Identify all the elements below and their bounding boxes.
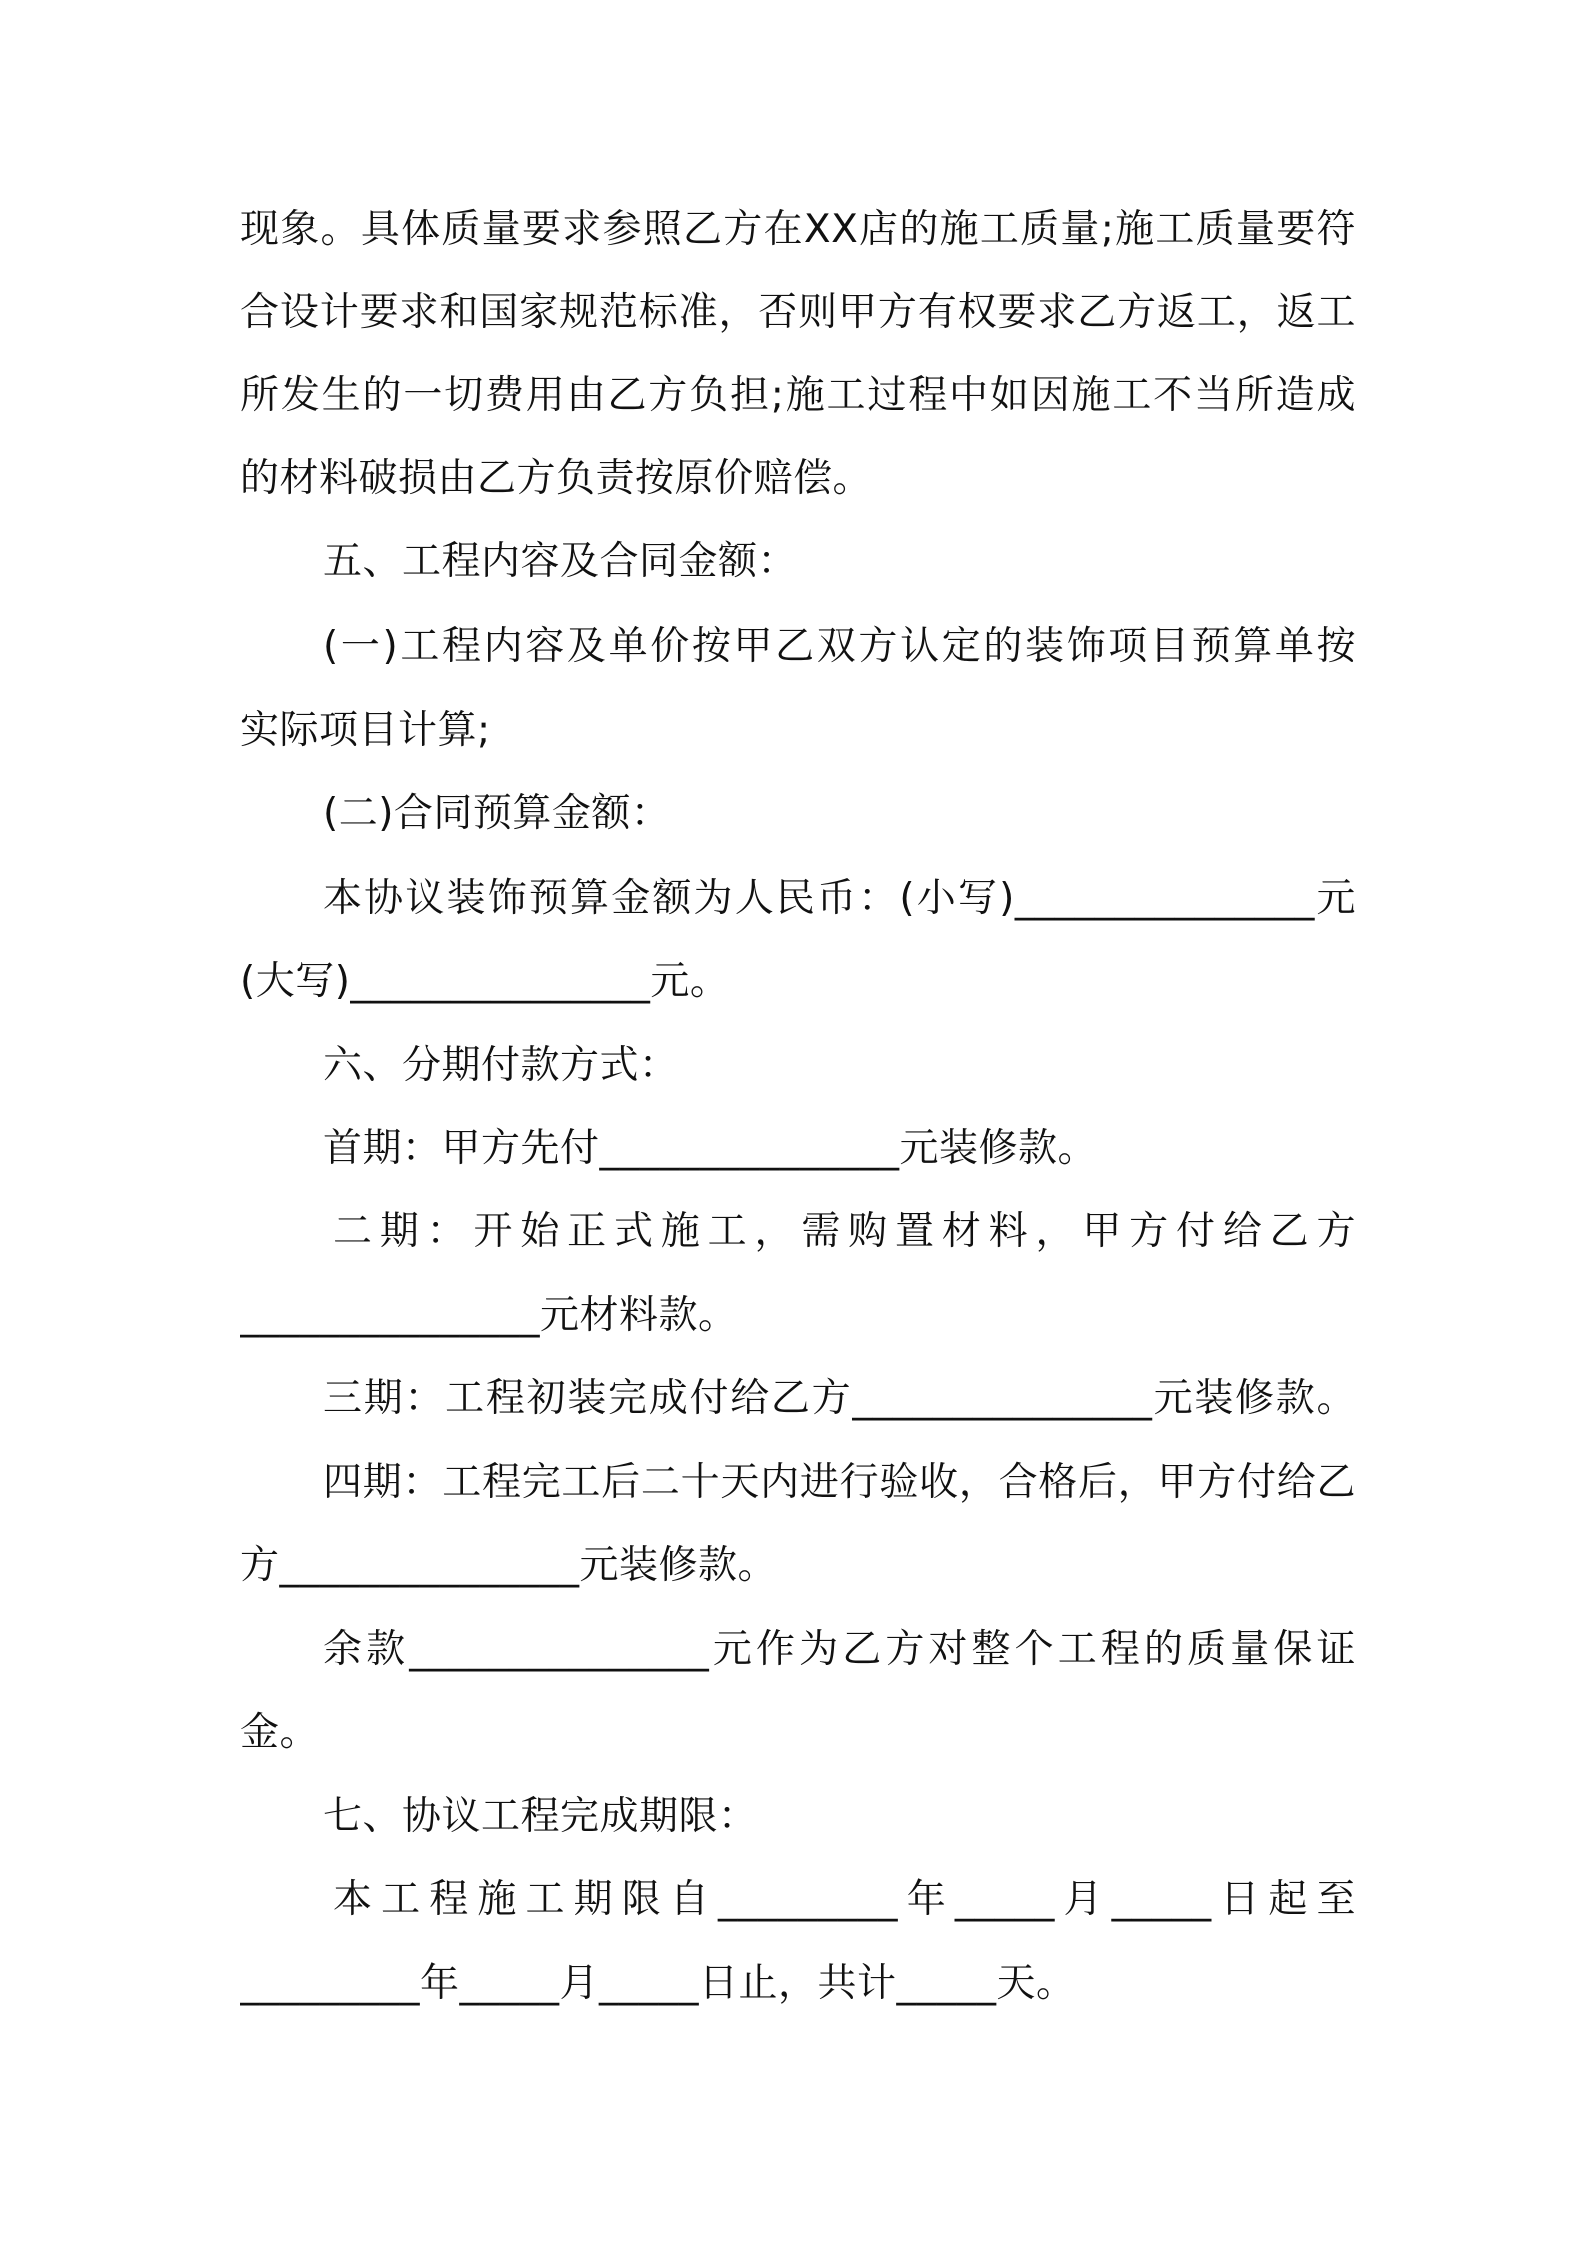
paragraph-line-quality-4: 的材料破损由乙方负责按原价赔偿。 <box>240 456 873 501</box>
clause-one-line-1: (一)工程内容及单价按甲乙双方认定的装饰项目预算单按 <box>323 624 1356 669</box>
section-heading-six: 六、分期付款方式： <box>323 1043 679 1088</box>
paragraph-line-quality-3: 所发生的一切费用由乙方负担;施工过程中如因施工不当所造成 <box>240 373 1356 418</box>
payment-balance-line-1: 余款_______________元作为乙方对整个工程的质量保证 <box>323 1627 1356 1672</box>
payment-second-installment-line-1: 二期：开始正式施工，需购置材料，甲方付给乙方 <box>333 1209 1356 1254</box>
payment-third-installment: 三期：工程初装完成付给乙方_______________元装修款。 <box>323 1376 1356 1421</box>
period-line-2: _________年_____月_____日止，共计_____天。 <box>240 1961 1076 2006</box>
payment-fourth-installment-line-1: 四期：工程完工后二十天内进行验收，合格后，甲方付给乙 <box>323 1460 1356 1505</box>
clause-one-line-2: 实际项目计算; <box>240 708 491 753</box>
period-line-1: 本工程施工期限自_________年_____月_____日起至 <box>333 1877 1356 1922</box>
paragraph-line-quality-2: 合设计要求和国家规范标准，否则甲方有权要求乙方返工，返工 <box>240 290 1356 335</box>
payment-balance-line-2: 金。 <box>240 1710 320 1755</box>
budget-amount-line-1: 本协议装饰预算金额为人民币：(小写)_______________元 <box>323 876 1356 921</box>
paragraph-line-quality-1: 现象。具体质量要求参照乙方在XX店的施工质量;施工质量要符 <box>240 207 1356 252</box>
budget-amount-line-2: (大写)_______________元。 <box>240 959 730 1004</box>
section-heading-seven: 七、协议工程完成期限： <box>323 1794 758 1839</box>
payment-fourth-installment-line-2: 方_______________元装修款。 <box>240 1543 778 1588</box>
payment-first-installment: 首期：甲方先付_______________元装修款。 <box>323 1126 1098 1171</box>
payment-second-installment-line-2: _______________元材料款。 <box>240 1293 738 1338</box>
section-heading-five: 五、工程内容及合同金额： <box>323 539 798 584</box>
clause-two-heading: (二)合同预算金额： <box>323 791 671 836</box>
